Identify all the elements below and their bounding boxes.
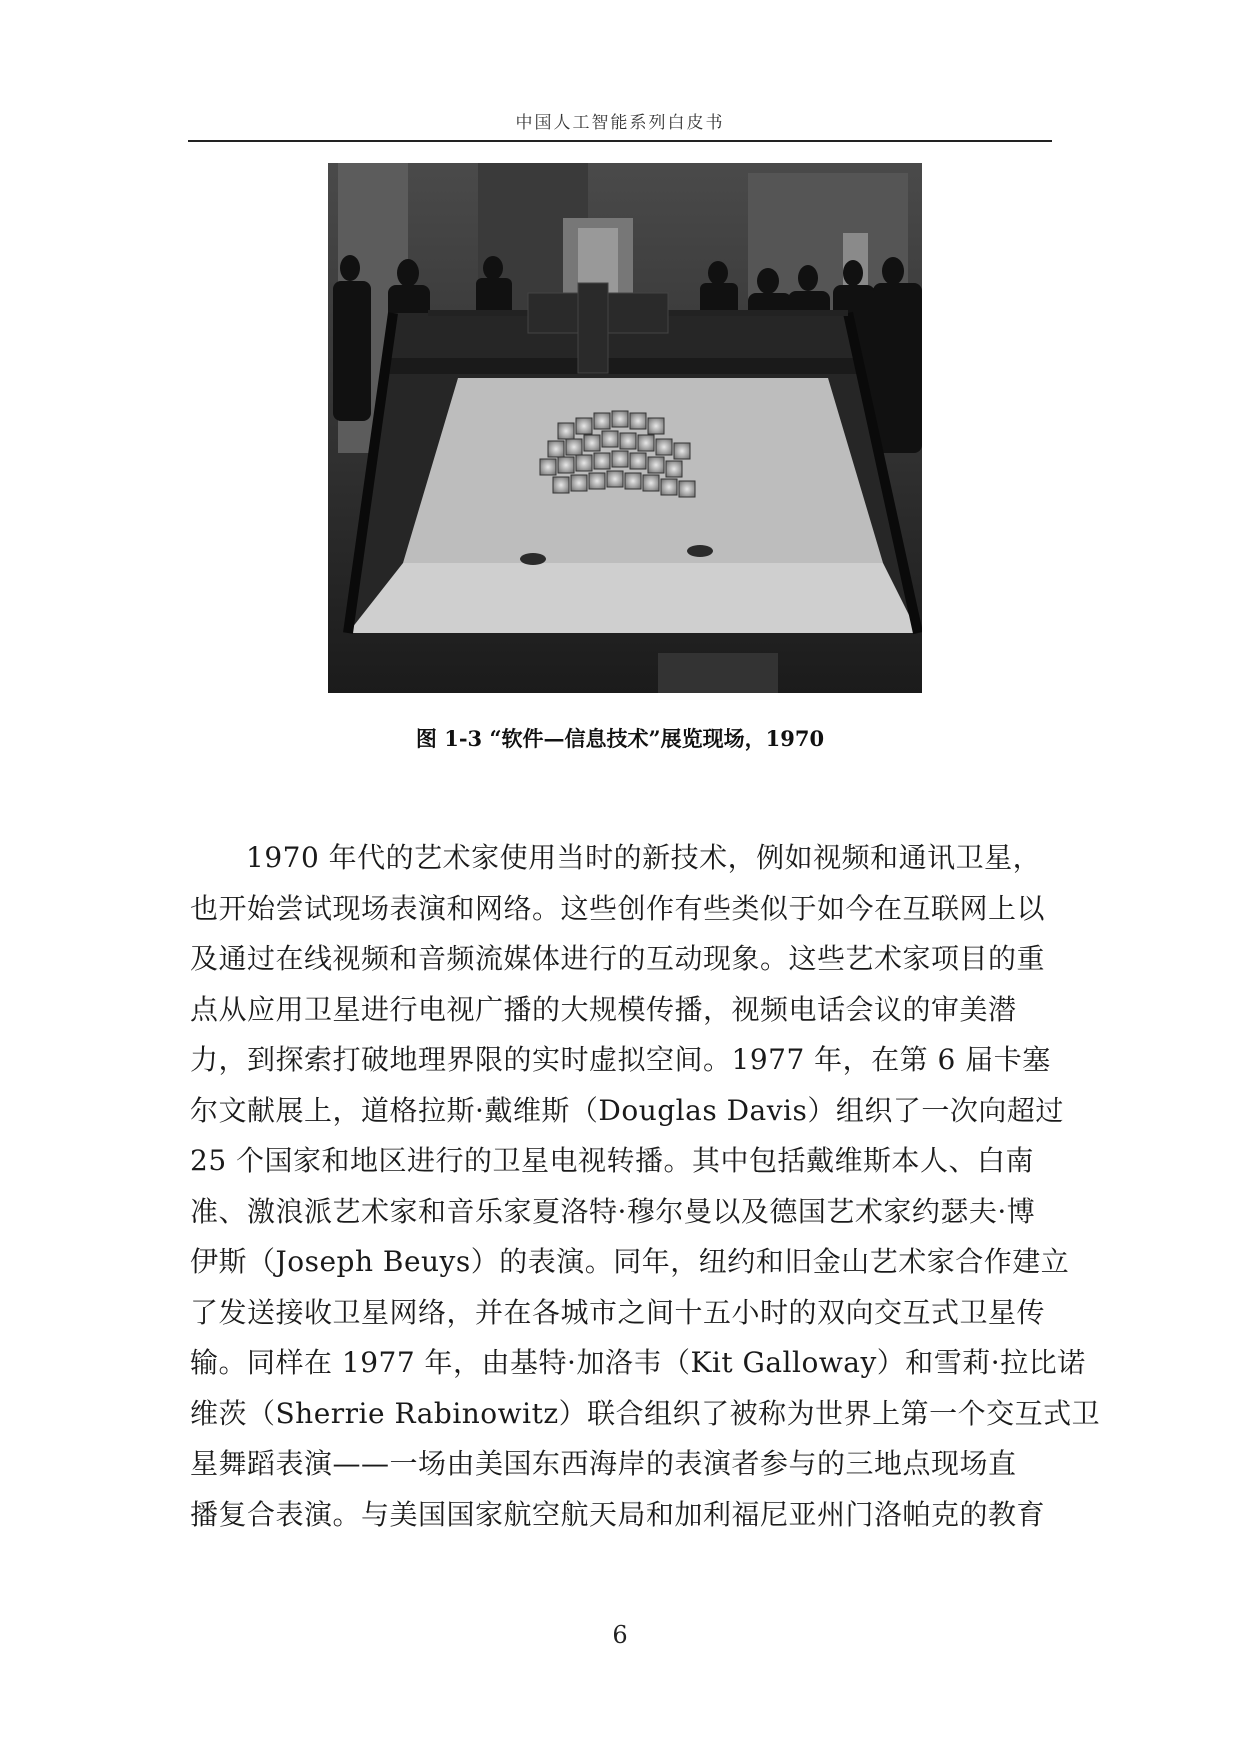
body-line: 星舞蹈表演——一场由美国东西海岸的表演者参与的三地点现场直	[190, 1447, 1017, 1480]
body-paragraph	[190, 833, 1101, 1540]
running-header: 中国人工智能系列白皮书	[515, 113, 725, 133]
header-rule	[188, 140, 1052, 142]
exhibition-photo	[328, 163, 922, 693]
body-line: 1970 年代的艺术家使用当时的新技术，例如视频和通讯卫星，	[246, 841, 1042, 874]
body-line: 力，到探索打破地理界限的实时虚拟空间。1977 年，在第 6 届卡塞	[190, 1043, 1051, 1076]
body-line: 了发送接收卫星网络，并在各城市之间十五小时的双向交互式卫星传	[190, 1295, 1046, 1329]
body-line: 播复合表演。与美国国家航空航天局和加利福尼亚州门洛帕克的教育	[190, 1497, 1046, 1531]
body-line: 及通过在线视频和音频流媒体进行的互动现象。这些艺术家项目的重	[190, 942, 1046, 975]
exhibition-photo-illustration	[328, 163, 922, 693]
body-line: 也开始尝试现场表演和网络。这些创作有些类似于如今在互联网上以	[190, 891, 1046, 925]
body-line: 伊斯（Joseph Beuys）的表演。同年，纽约和旧金山艺术家合作建立	[190, 1245, 1070, 1278]
body-line: 准、激浪派艺术家和音乐家夏洛特·穆尔曼以及德国艺术家约瑟夫·博	[190, 1194, 1036, 1228]
figure-caption: 图 1-3 “软件—信息技术”展览现场，1970	[415, 726, 825, 751]
body-line: 尔文献展上，道格拉斯·戴维斯（Douglas Davis）组织了一次向超过	[190, 1093, 1064, 1127]
body-line: 输。同样在 1977 年，由基特·加洛韦（Kit Galloway）和雪莉·拉比诺	[190, 1346, 1086, 1379]
page-number: 6	[612, 1621, 628, 1649]
body-line: 维茨（Sherrie Rabinowitz）联合组织了被称为世界上第一个交互式卫	[190, 1396, 1101, 1430]
body-line: 点从应用卫星进行电视广播的大规模传播，视频电话会议的审美潜	[190, 992, 1017, 1026]
body-line: 25 个国家和地区进行的卫星电视转播。其中包括戴维斯本人、白南	[190, 1144, 1035, 1177]
